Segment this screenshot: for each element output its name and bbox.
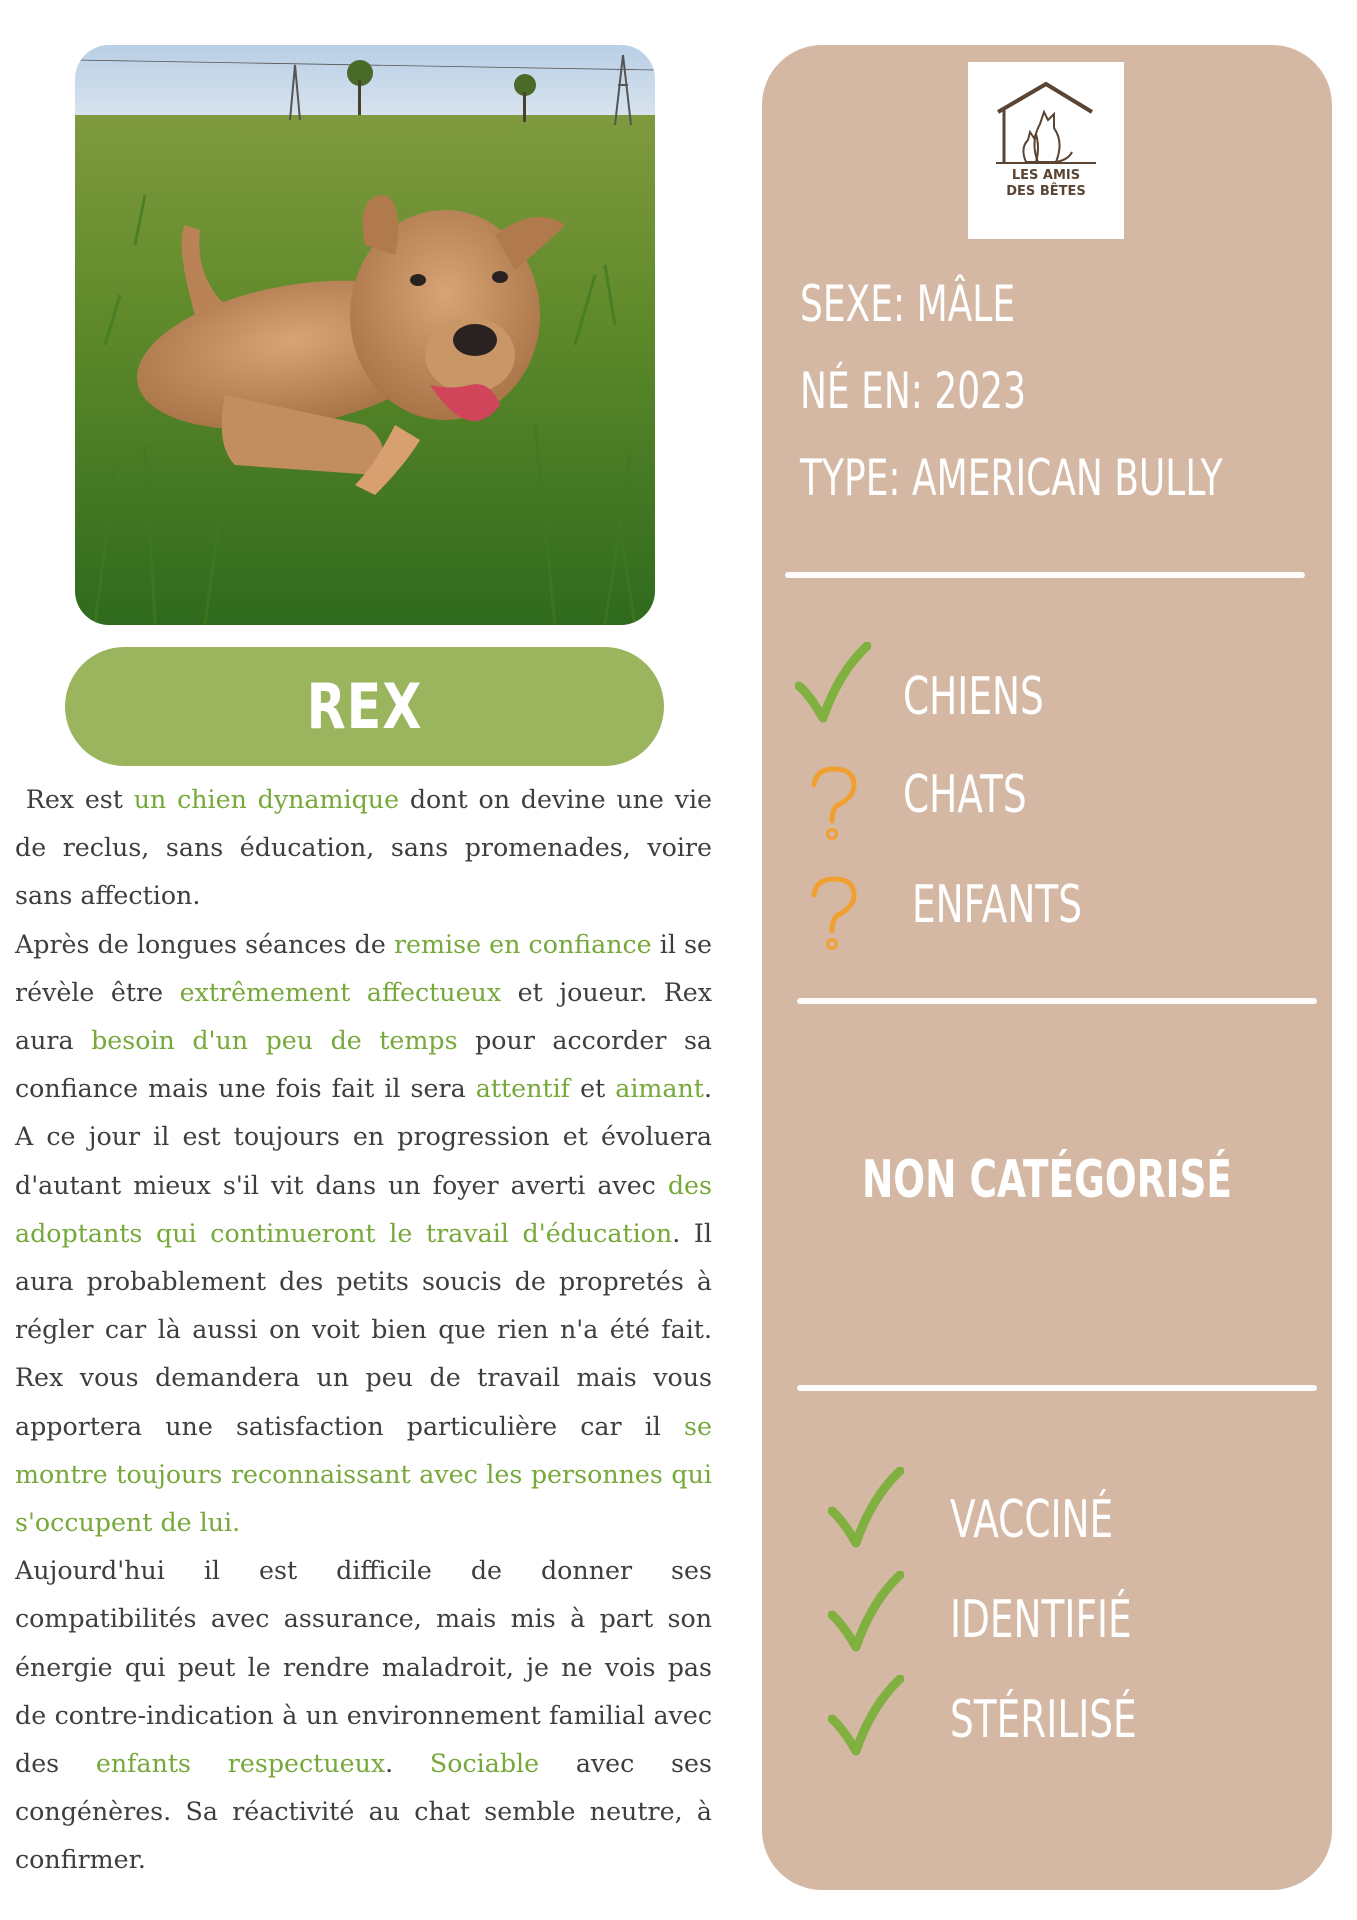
pet-name: REX bbox=[306, 670, 423, 743]
highlighted-text: aimant bbox=[615, 1074, 704, 1104]
description-text: . Il aura probablement des petits soucis de propretés à régler car là aussi on voit bien que rien n'a été fait. Rex vous demandera un peu de travail mais vous apportera une satisfaction particulière car il bbox=[15, 1218, 712, 1441]
divider-3 bbox=[797, 1385, 1317, 1391]
highlighted-text: extrêmement affectueux bbox=[179, 977, 502, 1007]
description-text: . A ce jour il est toujours en progression et évoluera d'autant mieux s'il vit dans un foyer averti avec bbox=[15, 1074, 712, 1200]
info-birth-year: NÉ EN: 2023 bbox=[800, 362, 1026, 420]
question-icon bbox=[808, 765, 860, 843]
info-sexe: SEXE: MÂLE bbox=[800, 275, 1016, 333]
divider-1 bbox=[785, 572, 1305, 578]
highlighted-text: attentif bbox=[475, 1074, 571, 1104]
compat-chats: CHATS bbox=[903, 765, 1027, 825]
pet-name-banner bbox=[65, 647, 664, 766]
description-text: Aujourd'hui il est difficile de donner ses compatibilités avec assurance, mais mis à part son énergie qui peut le rendre maladroit, je ne vois pas de contre-indication à un environnement familial avec des bbox=[15, 1556, 712, 1779]
check-icon bbox=[828, 1467, 904, 1549]
logo-line-2: DES BÊTES bbox=[1006, 184, 1086, 199]
house-cat-dog-icon bbox=[968, 62, 1124, 172]
check-icon bbox=[795, 642, 871, 724]
health-identified: IDENTIFIÉ bbox=[950, 1590, 1132, 1650]
dog-photo bbox=[75, 45, 655, 625]
info-type: TYPE: AMERICAN BULLY bbox=[800, 449, 1223, 507]
compat-enfants: ENFANTS bbox=[912, 875, 1083, 935]
check-icon bbox=[828, 1675, 904, 1757]
category-label: NON CATÉGORISÉ bbox=[861, 1150, 1233, 1210]
health-sterilized: STÉRILISÉ bbox=[950, 1690, 1137, 1750]
highlighted-text: Sociable bbox=[429, 1749, 540, 1779]
description-paragraph-1 bbox=[15, 776, 712, 921]
highlighted-text: se montre toujours reconnaissant avec les personnes qui s'occupent de lui. bbox=[15, 1411, 712, 1538]
shelter-logo bbox=[968, 62, 1124, 239]
description-text: avec ses congénères. Sa réactivité au chat semble neutre, à confirmer. bbox=[15, 1749, 712, 1875]
description-text: pour accorder sa confiance mais une fois fait il sera bbox=[15, 1026, 713, 1104]
description-text: . bbox=[385, 1749, 430, 1779]
description-paragraph-2 bbox=[15, 921, 712, 1548]
description-text: et joueur. Rex aura bbox=[15, 977, 713, 1056]
description-text: Rex est bbox=[15, 785, 134, 814]
check-icon bbox=[828, 1571, 904, 1653]
description-paragraph-3 bbox=[15, 1547, 712, 1884]
highlighted-text: enfants respectueux bbox=[95, 1749, 386, 1779]
description-text: et bbox=[570, 1074, 616, 1104]
highlighted-text: des adoptants qui continueront le travail d'éducation bbox=[15, 1170, 712, 1248]
highlighted-text: un chien dynamique bbox=[133, 785, 400, 814]
logo-line-1: LES AMIS bbox=[1011, 168, 1081, 183]
compat-chiens: CHIENS bbox=[903, 667, 1044, 727]
description-text: dont on devine une vie de reclus, sans éducation, sans promenades, voire sans affection. bbox=[15, 785, 713, 911]
description-text: Après de longues séances de bbox=[15, 929, 394, 959]
divider-2 bbox=[797, 998, 1317, 1004]
question-icon bbox=[808, 875, 860, 953]
highlighted-text: besoin d'un peu de temps bbox=[91, 1026, 458, 1056]
category-block bbox=[762, 1150, 1332, 1210]
pet-description bbox=[15, 776, 712, 1885]
health-vaccine: VACCINÉ bbox=[950, 1490, 1114, 1550]
highlighted-text: remise en confiance bbox=[393, 929, 652, 959]
description-text: il se révèle être bbox=[15, 929, 713, 1007]
